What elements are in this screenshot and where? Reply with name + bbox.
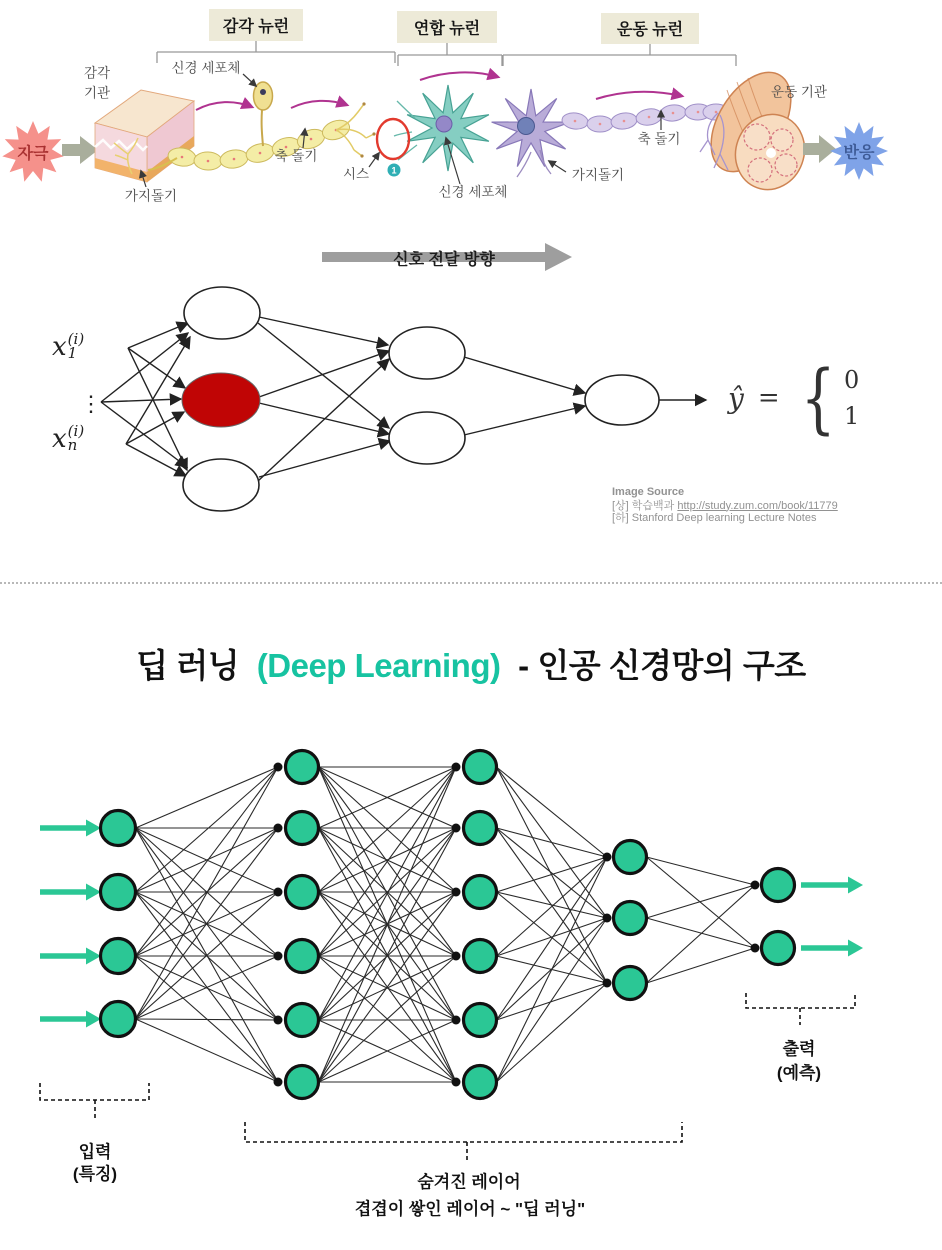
input-variable-xn bbox=[52, 424, 84, 454]
output-node bbox=[585, 375, 659, 425]
connection-dot bbox=[452, 952, 461, 961]
edge bbox=[136, 1019, 279, 1020]
hidden-node bbox=[464, 1004, 497, 1037]
output-node bbox=[762, 869, 795, 902]
connection-dot bbox=[274, 763, 283, 772]
hidden-node bbox=[389, 412, 465, 464]
skin-block bbox=[95, 90, 194, 182]
connection-dot bbox=[751, 881, 760, 890]
stimulus-arrow-icon bbox=[62, 136, 98, 164]
edge bbox=[497, 857, 608, 892]
dendrite-left-label: 가지돌기 bbox=[124, 188, 178, 204]
dendrite-right-label: 가지돌기 bbox=[571, 167, 625, 183]
edge bbox=[497, 857, 608, 956]
input-bracket bbox=[40, 1083, 149, 1118]
purple-nucleus bbox=[518, 118, 535, 135]
hidden-bracket bbox=[245, 1122, 682, 1162]
network-connection-dots bbox=[274, 763, 760, 1087]
edge bbox=[647, 918, 756, 948]
motor-axon-chain bbox=[561, 104, 729, 132]
hidden-node bbox=[183, 459, 259, 511]
sensory-organ-label-line1: 감각 bbox=[83, 65, 111, 81]
edge bbox=[136, 767, 279, 956]
axon-right-label: 축 돌기 bbox=[637, 131, 681, 147]
connection-dot bbox=[751, 944, 760, 953]
connection-dot bbox=[274, 952, 283, 961]
hidden-node bbox=[286, 751, 319, 784]
header-brackets bbox=[157, 41, 736, 66]
axon-segment-dot bbox=[233, 158, 236, 161]
output-label-line2: (예측) bbox=[776, 1063, 822, 1083]
axon-terminal-branches bbox=[336, 102, 376, 157]
image-source-credit bbox=[612, 486, 838, 525]
title-accent: (Deep Learning) bbox=[256, 647, 501, 684]
connection-dot bbox=[274, 1078, 283, 1087]
axon-segment-dot bbox=[310, 138, 313, 141]
axon-segment-dot bbox=[697, 111, 700, 114]
input-arrow-icon bbox=[86, 820, 101, 837]
response-arrow-icon bbox=[803, 135, 836, 163]
axon-left-label: 축 돌기 bbox=[274, 148, 318, 164]
x1-base: x bbox=[52, 332, 67, 362]
axon-segment-dot bbox=[259, 152, 262, 155]
xn-superscript: (i) bbox=[67, 422, 85, 440]
image-source-heading: Image Source bbox=[612, 486, 685, 498]
output-bracket bbox=[746, 993, 855, 1025]
response-label: 반응 bbox=[843, 144, 875, 162]
input-arrow-icon bbox=[86, 884, 101, 901]
connection-dot bbox=[603, 979, 612, 988]
hidden-node bbox=[286, 876, 319, 909]
header-sensory-neuron: 감각 뉴런 bbox=[222, 18, 290, 36]
edge bbox=[497, 983, 608, 1020]
input-arrow-icon bbox=[86, 1011, 101, 1028]
title-part1: 딥 러닝 bbox=[136, 647, 240, 684]
edge bbox=[647, 948, 756, 983]
x1-superscript: (i) bbox=[67, 330, 85, 348]
edge bbox=[136, 767, 279, 1019]
sensory-axon-chain bbox=[167, 117, 352, 171]
hidden-node bbox=[286, 940, 319, 973]
synapse-label: 시스 bbox=[342, 166, 370, 182]
hidden-node bbox=[184, 287, 260, 339]
input-label-line2: (특징) bbox=[72, 1164, 118, 1184]
hidden-node bbox=[614, 902, 647, 935]
connection-dot bbox=[274, 888, 283, 897]
signal-direction-label: 신호 전달 방향 bbox=[393, 251, 495, 269]
axon-segment-dot bbox=[181, 156, 184, 159]
motor-organ-label: 운동 기관 bbox=[771, 84, 827, 100]
network-brackets bbox=[40, 993, 855, 1162]
connection-dot bbox=[274, 824, 283, 833]
highlighted-red-node bbox=[182, 373, 260, 427]
input-label-line1: 입력 bbox=[78, 1142, 112, 1162]
hidden-label-line1: 숨겨진 레이어 bbox=[417, 1172, 521, 1192]
input-node bbox=[101, 939, 136, 974]
axon-segment-dot bbox=[207, 160, 210, 163]
connection-dot bbox=[452, 1078, 461, 1087]
output-node bbox=[762, 932, 795, 965]
case-brace: { bbox=[800, 352, 836, 442]
edge bbox=[647, 885, 756, 918]
ellipsis-vertical: ⋮ bbox=[80, 392, 102, 417]
input-node bbox=[101, 1002, 136, 1037]
edge bbox=[136, 767, 279, 892]
connection-dot bbox=[603, 853, 612, 862]
title-part3: - 인공 신경망의 구조 bbox=[518, 647, 806, 684]
hidden-node bbox=[286, 1066, 319, 1099]
edge bbox=[497, 918, 608, 1082]
x1-subscript: 1 bbox=[67, 344, 78, 362]
input-node bbox=[101, 811, 136, 846]
connection-dot bbox=[452, 888, 461, 897]
edge bbox=[497, 983, 608, 1082]
axon-segment-dot bbox=[715, 111, 718, 114]
hidden-node bbox=[389, 327, 465, 379]
header-motor-neuron: 운동 뉴런 bbox=[616, 21, 684, 39]
hidden-node bbox=[464, 751, 497, 784]
edge bbox=[497, 857, 608, 1020]
muscle-center-hole bbox=[766, 148, 776, 158]
hidden-node bbox=[464, 940, 497, 973]
connection-dot bbox=[452, 1016, 461, 1025]
output-arrow-icon bbox=[848, 877, 863, 894]
page-title bbox=[0, 640, 942, 687]
source-link[interactable]: http://study.zum.com/book/11779 bbox=[677, 499, 838, 512]
section-divider bbox=[0, 582, 942, 584]
equals-sign: = bbox=[757, 383, 780, 413]
axon-segment-dot bbox=[672, 112, 675, 115]
output-label-line1: 출력 bbox=[782, 1039, 816, 1059]
hidden-node bbox=[464, 1066, 497, 1099]
image-source-line1 bbox=[612, 500, 838, 513]
xn-subscript: n bbox=[67, 436, 78, 454]
yhat-symbol: ŷ bbox=[728, 381, 744, 415]
hidden-label-line2: 겹겹이 쌓인 레이어 ~ "딥 러닝" bbox=[354, 1199, 586, 1219]
source-line1-prefix: [상] 학습백과 bbox=[612, 499, 678, 512]
axon-segment-dot bbox=[599, 123, 602, 126]
case-one: 1 bbox=[843, 402, 860, 430]
teal-nucleus bbox=[436, 116, 452, 132]
connection-dot bbox=[603, 914, 612, 923]
sensory-cell-body bbox=[254, 82, 273, 146]
hidden-node bbox=[614, 967, 647, 1000]
output-arrow-icon bbox=[848, 940, 863, 957]
hidden-node bbox=[286, 1004, 319, 1037]
stimulus-label: 자극 bbox=[17, 145, 49, 163]
connection-dot bbox=[274, 1016, 283, 1025]
input-arrow-icon bbox=[86, 948, 101, 965]
hidden-node bbox=[464, 812, 497, 845]
edge bbox=[497, 767, 608, 857]
cell-body-mid-label: 신경 세포체 bbox=[438, 184, 508, 200]
edge bbox=[497, 828, 608, 857]
axon-segment-dot bbox=[623, 120, 626, 123]
hidden-node bbox=[464, 876, 497, 909]
muscle-bundle bbox=[695, 58, 815, 199]
synapse-circle bbox=[377, 119, 409, 159]
hidden-node bbox=[614, 841, 647, 874]
synapse-marker-number: 1 bbox=[391, 165, 397, 176]
xn-base: x bbox=[52, 424, 67, 454]
edge bbox=[136, 1019, 279, 1082]
input-node bbox=[101, 875, 136, 910]
edge bbox=[136, 767, 279, 828]
image-source-line2: [하] Stanford Deep learning Lecture Notes bbox=[612, 512, 817, 524]
case-zero: 0 bbox=[843, 366, 860, 394]
axon-segment-dot bbox=[574, 120, 577, 123]
cell-body-top-label: 신경 세포체 bbox=[171, 60, 241, 76]
axon-segment-dot bbox=[648, 116, 651, 119]
sensory-organ-label-line2: 기관 bbox=[83, 85, 111, 101]
input-variable-x1 bbox=[52, 332, 84, 362]
hidden-node bbox=[286, 812, 319, 845]
network-io-arrows bbox=[40, 820, 863, 1028]
output-formula bbox=[728, 352, 860, 442]
connection-dot bbox=[452, 824, 461, 833]
connection-dot bbox=[452, 763, 461, 772]
header-association-neuron: 연합 뉴런 bbox=[413, 20, 481, 38]
network-edges bbox=[136, 767, 756, 1082]
perceptron-nodes bbox=[182, 287, 659, 511]
